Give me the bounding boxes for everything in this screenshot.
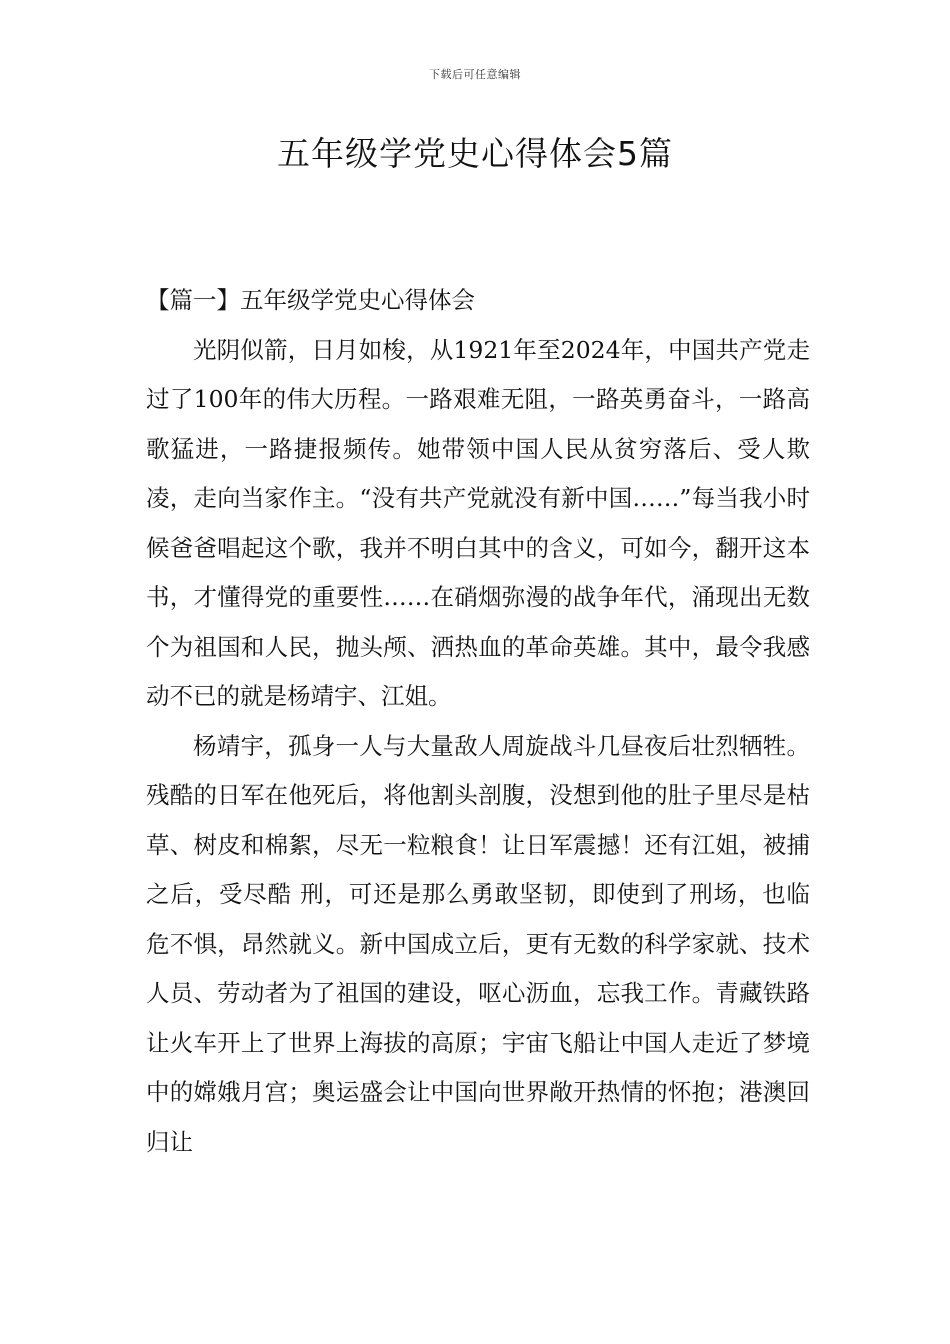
document-title: 五年级学党史心得体会5篇 — [277, 134, 673, 173]
section-heading: 【篇一】五年级学党史心得体会 — [146, 286, 475, 314]
paragraph: 杨靖宇，孤身一人与大量敌人周旋战斗几昼夜后壮烈牺牲。残酷的日军在他死后，将他割头剖腹，没想到他的肚子里尽是枯草、树皮和棉絮，尽无一粒粮食！让日军震撼！还有江姐，被捕之后，受尽酷 刑，可还是那么勇敢坚韧，即使到了刑场，也临危不惧，昂然就义。新中国成立后，更有无数的科学家就、技术人员、劳动者为了祖国的建设，呕心沥血，忘我工作。青藏铁路让火车开上了世界上海拔的高原；宇宙飞船让中国人走近了梦境中的嫦娥月宫；奥运盛会让中国向世界敞开热情的怀抱；港澳回归让 — [146, 731, 810, 1156]
paragraph: 光阴似箭，日月如梭，从1921年至2024年，中国共产党走过了100年的伟大历程。一路艰难无阻，一路英勇奋斗，一路高歌猛进，一路捷报频传。她带领中国人民从贫穷落后、受人欺凌，走向当家作主。“没有共产党就没有新中国……”每当我小时候爸爸唱起这个歌，我并不明白其中的含义，可如今，翻开这本书，才懂得党的重要性……在硝烟弥漫的战争年代，涌现出无数个为祖国和人民，抛头颅、洒热血的革命英雄。其中，最令我感动不已的就是杨靖宇、江姐。 — [146, 335, 810, 710]
header-note: 下载后可任意编辑 — [429, 68, 521, 81]
document-body — [146, 276, 810, 1167]
